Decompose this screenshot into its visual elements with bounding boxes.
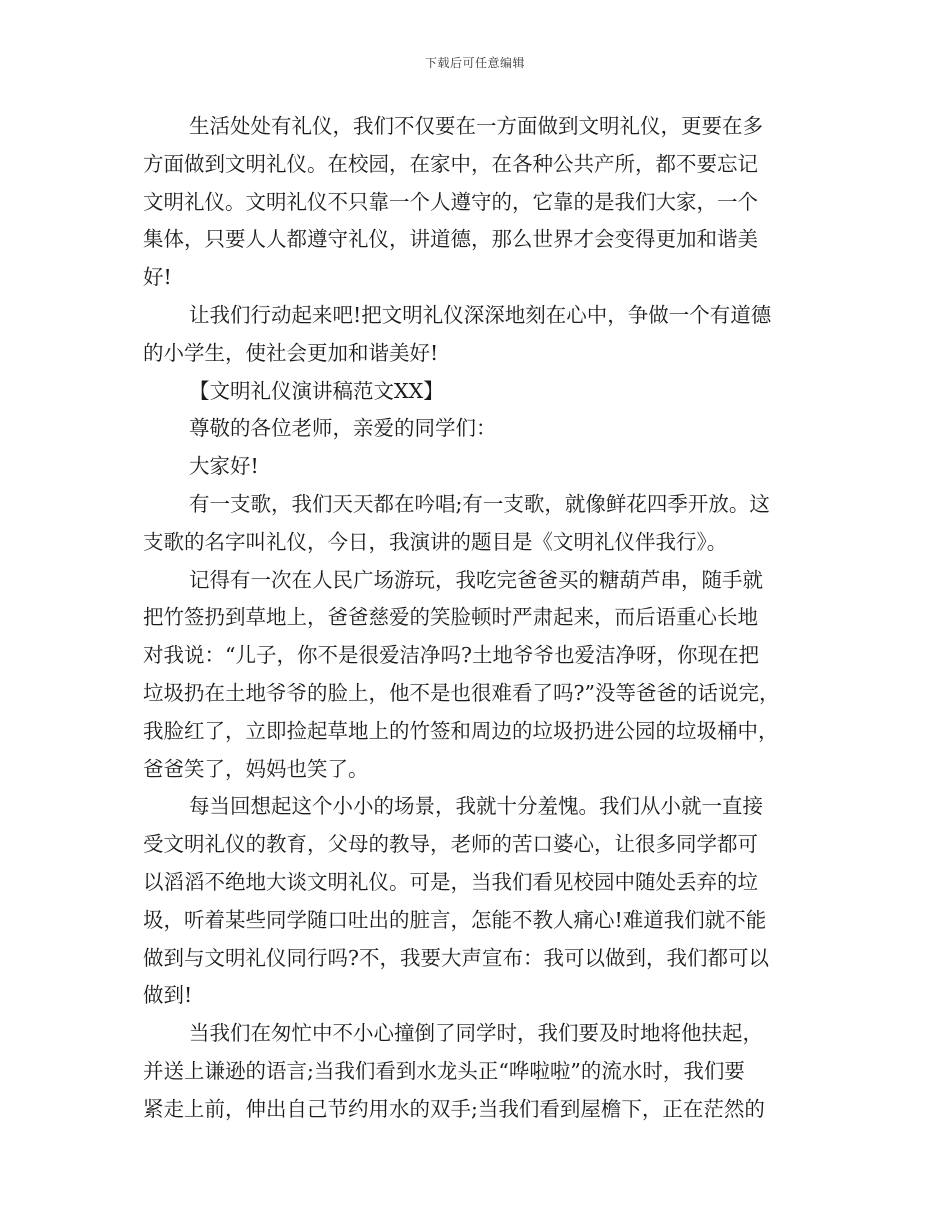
- document-body: [143, 108, 813, 1129]
- text-line: 大家好!: [189, 454, 259, 479]
- text-line: 把竹签扔到草地上，爸爸慈爱的笑脸顿时严肃起来，而后语重心长地: [143, 605, 758, 630]
- text-line: 生活处处有礼仪，我们不仅要在一方面做到文明礼仪，更要在多: [189, 114, 763, 138]
- text-line: 爸爸笑了，妈妈也笑了。: [143, 756, 369, 781]
- text-line: 文明礼仪。文明礼仪不只靠一个人遵守的，它靠的是我们大家，一个: [143, 189, 758, 214]
- text-line: 好!: [143, 265, 172, 290]
- text-line: 方面做到文明礼仪。在校园，在家中，在各种公共产所，都不要忘记: [143, 151, 758, 176]
- text-line: 记得有一次在人民广场游玩，我吃完爸爸买的糖葫芦串，随手就: [189, 567, 763, 592]
- text-line: 受文明礼仪的教育，父母的教导，老师的苦口婆心，让很多同学都可: [143, 832, 758, 857]
- text-line: 做到与文明礼仪同行吗?不，我要大声宣布：我可以做到，我们都可以: [143, 945, 769, 970]
- text-line: 的小学生，使社会更加和谐美好!: [143, 340, 439, 365]
- text-line: 每当回想起这个小小的场景，我就十分羞愧。我们从小就一直接: [189, 794, 763, 819]
- text-line: 圾，听着某些同学随口吐出的脏言，怎能不教人痛心!难道我们就不能: [143, 907, 767, 932]
- text-line: 让我们行动起来吧!把文明礼仪深深地刻在心中，争做一个有道德: [189, 302, 772, 327]
- text-line: 集体，只要人人都遵守礼仪，讲道德，那么世界才会变得更加和谐美: [143, 227, 758, 252]
- text-line: 当我们在匆忙中不小心撞倒了同学时，我们要及时地将他扶起，: [189, 1021, 763, 1046]
- text-line: 有一支歌，我们天天都在吟唱;有一支歌，就像鲜花四季开放。这: [189, 491, 770, 516]
- text-line: 以滔滔不绝地大谈文明礼仪。可是，当我们看见校园中随处丢弃的垃: [143, 869, 758, 894]
- page-header: 下载后可任意编辑: [424, 56, 525, 70]
- text-line: 垃圾扔在土地爷爷的脸上，他不是也很难看了吗?”没等爸爸的话说完，: [143, 680, 780, 705]
- text-line: 紧走上前，伸出自己节约用水的双手;当我们看到屋檐下，正在茫然的: [143, 1096, 765, 1121]
- text-line: 做到!: [143, 983, 193, 1008]
- text-line: 【文明礼仪演讲稿范文XX】: [189, 378, 444, 403]
- text-line: 对我说：“儿子，你不是很爱洁净吗?土地爷爷也爱洁净呀，你现在把: [143, 643, 759, 668]
- text-line: 我脸红了，立即捡起草地上的竹签和周边的垃圾扔进公园的垃圾桶中，: [143, 718, 779, 743]
- text-line: 并送上谦逊的语言;当我们看到水龙头正“哗啦啦”的流水时，我们要: [143, 1058, 745, 1083]
- text-line: 支歌的名字叫礼仪，今日，我演讲的题目是《文明礼仪伴我行》。: [143, 529, 728, 554]
- text-line: 尊敬的各位老师，亲爱的同学们：: [189, 416, 497, 441]
